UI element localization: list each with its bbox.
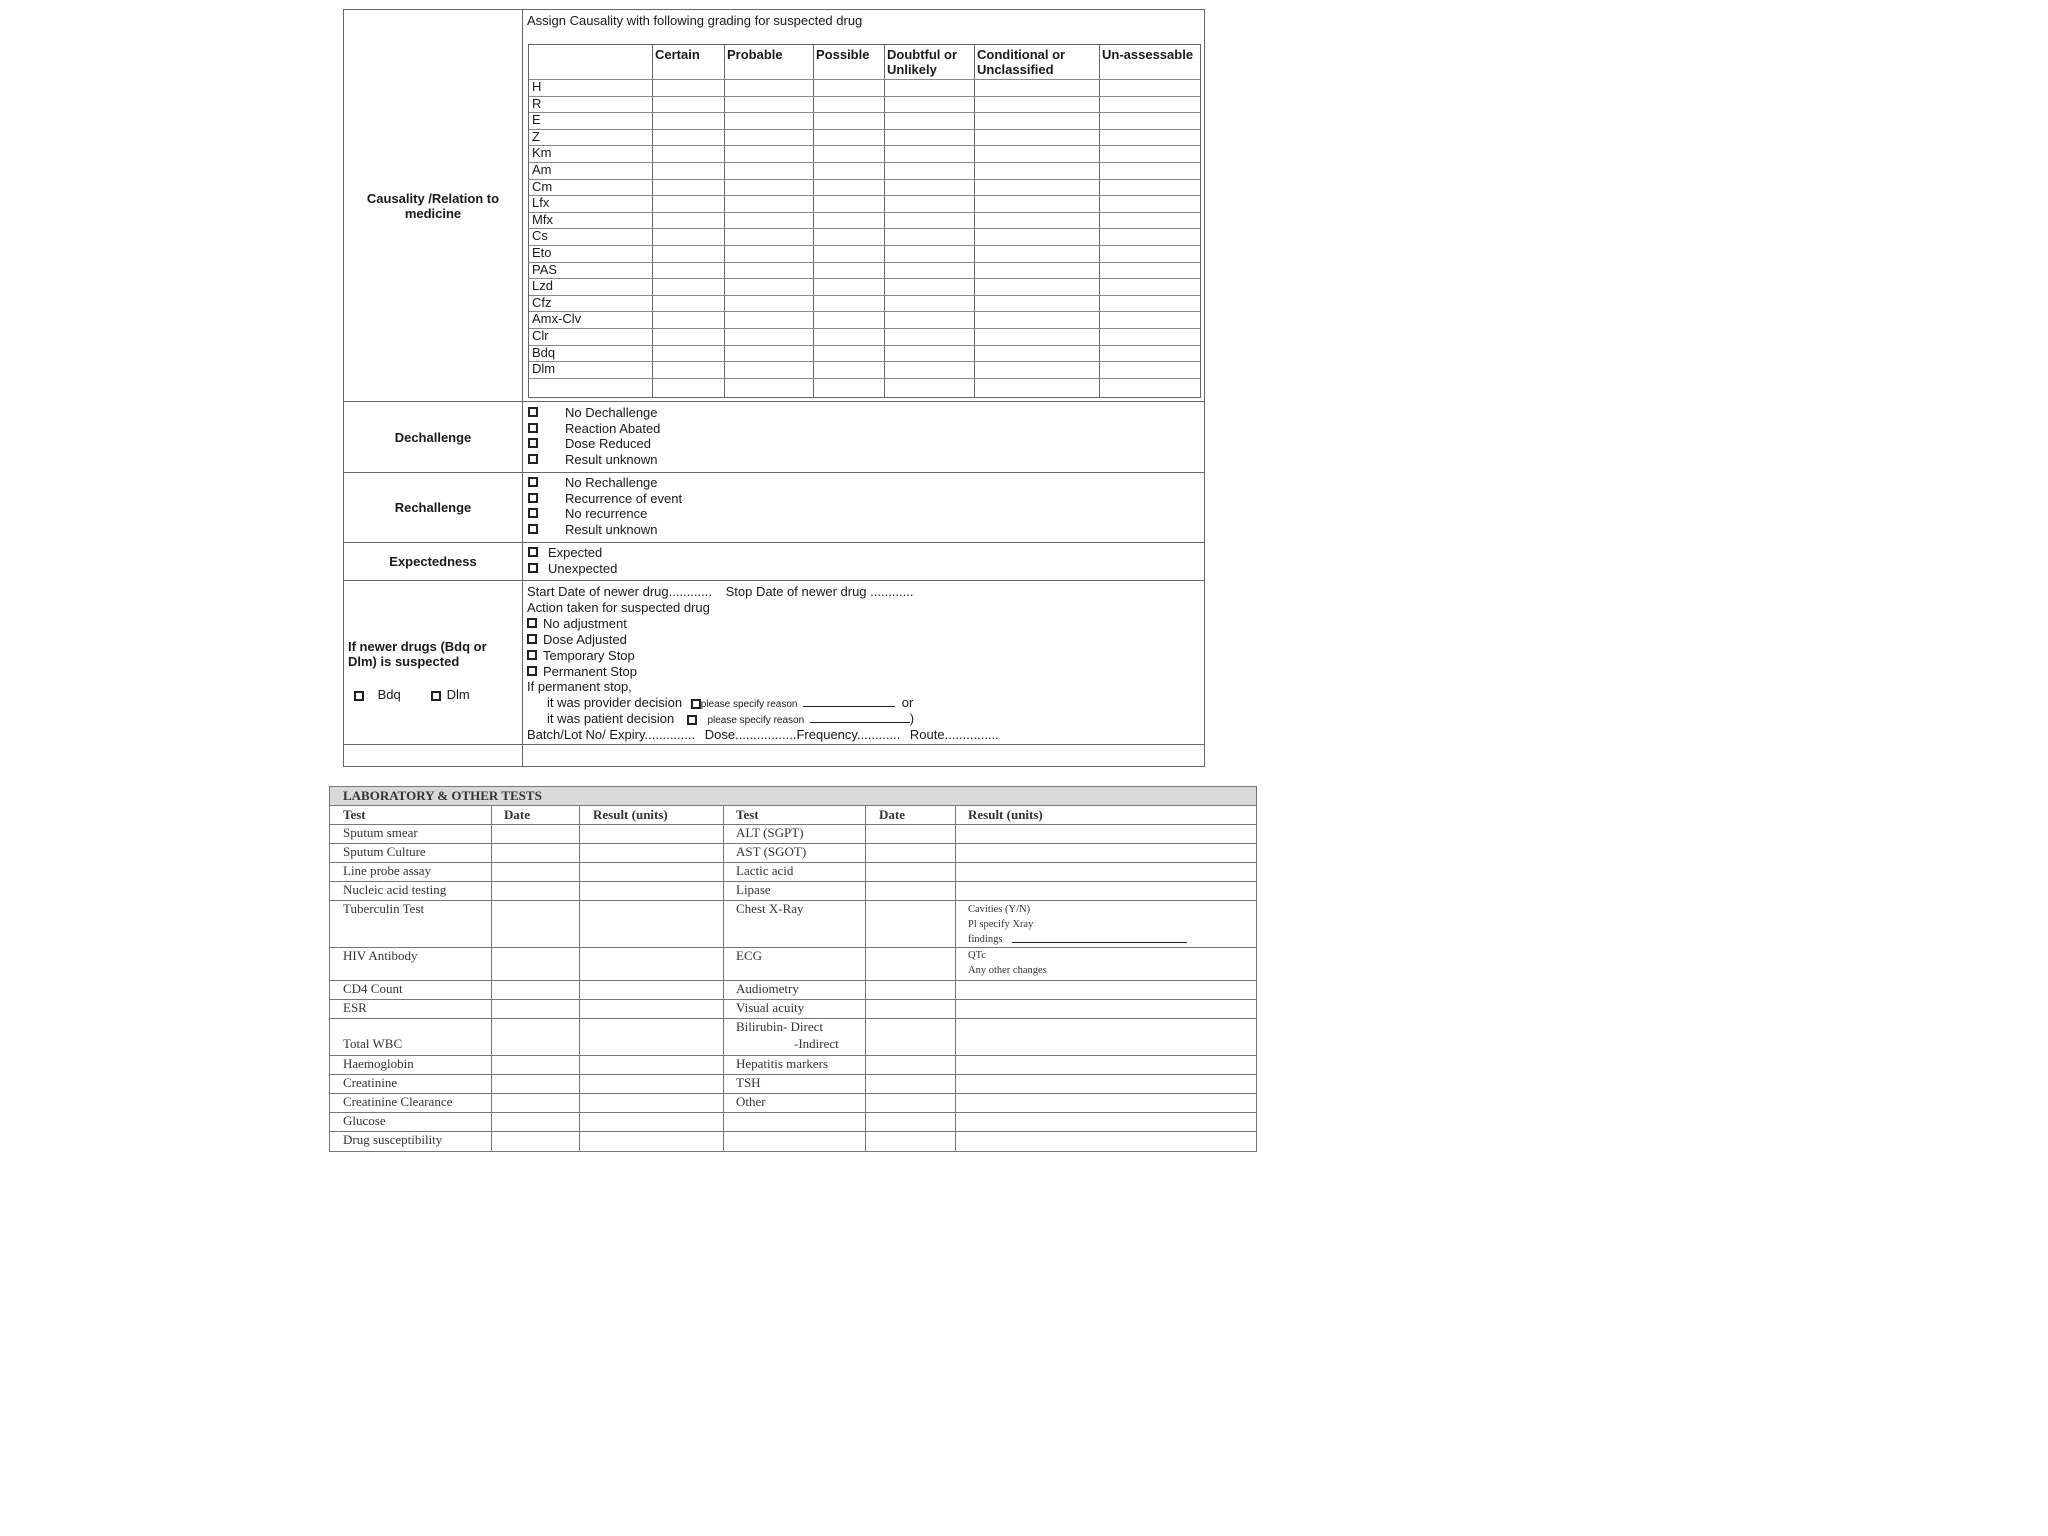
grade-cell[interactable] xyxy=(814,296,883,311)
provider-specify-label: please specify reason xyxy=(700,699,798,710)
grade-cell[interactable] xyxy=(814,113,883,128)
drug-row-label: E xyxy=(532,112,541,128)
xray-note: Cavities (Y/N) xyxy=(968,904,1031,915)
bdq-checkbox[interactable] xyxy=(354,691,364,701)
dechallenge-option-label: Result unknown xyxy=(565,451,658,467)
grade-cell[interactable] xyxy=(814,312,883,327)
grade-header-3: Doubtful or Unlikely xyxy=(887,47,958,77)
expectedness-option-label: Expected xyxy=(548,545,603,560)
grade-cell[interactable] xyxy=(725,196,812,211)
grade-header-2: Possible xyxy=(816,47,870,62)
patient-decision-checkbox[interactable] xyxy=(687,715,697,725)
drug-row-label: Dlm xyxy=(532,361,556,377)
grade-cell[interactable] xyxy=(814,229,883,244)
grade-cell[interactable] xyxy=(653,312,723,327)
grade-cell[interactable] xyxy=(1100,130,1200,145)
causality-instruction: Assign Causality with following grading for suspected drug xyxy=(527,13,863,28)
grade-cell[interactable] xyxy=(725,213,812,228)
drug-row-label: Bdq xyxy=(532,344,556,360)
lab-test-name: Lactic acid xyxy=(736,863,794,878)
lab-test-name: TSH xyxy=(736,1075,761,1090)
grade-cell[interactable] xyxy=(975,229,1098,244)
lab-test-name: Sputum smear xyxy=(343,825,418,840)
lab-test-name: AST (SGOT) xyxy=(736,844,807,859)
drug-row-label: Km xyxy=(532,145,552,161)
lab-test-name: CD4 Count xyxy=(343,981,403,996)
provider-decision-checkbox[interactable] xyxy=(691,699,701,709)
ecg-note: QTc xyxy=(968,950,986,961)
grade-cell[interactable] xyxy=(725,130,812,145)
provider-decision-line xyxy=(547,695,913,713)
lab-column-line xyxy=(491,806,492,1151)
grade-cell[interactable] xyxy=(653,146,723,161)
grade-cell[interactable] xyxy=(975,196,1098,211)
grade-cell[interactable] xyxy=(1100,362,1200,377)
drug-row-label: Z xyxy=(532,128,540,144)
lab-row-line xyxy=(330,947,1256,948)
grade-cell[interactable] xyxy=(653,346,723,361)
lab-test-name: ALT (SGPT) xyxy=(736,825,804,840)
action-checkbox[interactable] xyxy=(527,618,537,628)
dechallenge-option-label: Dose Reduced xyxy=(565,436,651,451)
grade-cell[interactable] xyxy=(814,362,883,377)
rechallenge-label: Rechallenge xyxy=(344,473,523,542)
lab-header-1: Date xyxy=(504,807,530,822)
grade-cell[interactable] xyxy=(885,362,973,377)
drug-row-label: Mfx xyxy=(532,211,553,227)
lab-header-4: Date xyxy=(879,807,905,822)
lab-header-5: Result (units) xyxy=(968,807,1043,822)
route-field[interactable]: Route............... xyxy=(909,727,999,742)
grade-cell[interactable] xyxy=(975,213,1098,228)
grade-cell[interactable] xyxy=(725,146,812,161)
lab-test-name: Drug susceptibility xyxy=(343,1132,443,1147)
grade-cell[interactable] xyxy=(1100,97,1200,112)
drug-row-label: H xyxy=(532,79,542,94)
grade-cell[interactable] xyxy=(725,80,812,95)
grade-cell[interactable] xyxy=(975,296,1098,311)
grade-cell[interactable] xyxy=(1100,246,1200,261)
drug-row-label: Amx-Clv xyxy=(532,311,582,327)
grade-cell[interactable] xyxy=(885,146,973,161)
lab-header-0: Test xyxy=(343,807,366,822)
grade-cell[interactable] xyxy=(653,113,723,128)
grade-cell[interactable] xyxy=(975,97,1098,112)
lab-test-name: Bilirubin- Direct xyxy=(736,1019,824,1034)
lab-column-line xyxy=(865,806,866,1151)
patient-decision-label: it was patient decision xyxy=(547,711,675,726)
grade-cell[interactable] xyxy=(1100,113,1200,128)
rechallenge-checkbox[interactable] xyxy=(528,508,538,518)
grade-cell[interactable] xyxy=(975,279,1098,294)
action-option-label: Dose Adjusted xyxy=(543,632,627,647)
dose-field[interactable]: Dose................. xyxy=(704,727,797,742)
grade-cell[interactable] xyxy=(725,97,812,112)
lab-test-name: Visual acuity xyxy=(736,1000,805,1015)
lab-test-name: Glucose xyxy=(343,1113,386,1128)
grade-cell[interactable] xyxy=(885,312,973,327)
start-date-field[interactable]: Start Date of newer drug............ xyxy=(527,584,712,599)
provider-reason-field[interactable] xyxy=(803,696,895,707)
action-checkbox[interactable] xyxy=(527,666,537,676)
lab-title: LABORATORY & OTHER TESTS xyxy=(330,787,1256,806)
expectedness-checkbox[interactable] xyxy=(528,547,538,557)
action-checkbox[interactable] xyxy=(527,634,537,644)
grade-cell[interactable] xyxy=(653,263,723,278)
grade-cell[interactable] xyxy=(1100,146,1200,161)
dechallenge-option-label: No Dechallenge xyxy=(565,405,658,420)
lab-test-name: Line probe assay xyxy=(343,863,432,878)
grade-cell[interactable] xyxy=(725,296,812,311)
action-option-label: Permanent Stop xyxy=(543,664,637,679)
grid-row-line xyxy=(529,378,1200,379)
grade-header-5: Un-assessable xyxy=(1102,47,1194,62)
lab-test-name: Chest X-Ray xyxy=(736,901,804,916)
lab-test-name: Creatinine xyxy=(343,1075,398,1090)
grade-cell[interactable] xyxy=(725,180,812,195)
lab-test-name: Haemoglobin xyxy=(343,1056,414,1071)
lab-test-name: Total WBC xyxy=(343,1036,403,1051)
grade-cell[interactable] xyxy=(653,213,723,228)
grade-header-4: Conditional or Unclassified xyxy=(977,47,1066,77)
grade-cell[interactable] xyxy=(653,163,723,178)
empty-label-cell xyxy=(344,745,523,766)
rechallenge-checkbox[interactable] xyxy=(528,524,538,534)
grade-cell[interactable] xyxy=(725,263,812,278)
newer-drugs-label: If newer drugs (Bdq or Dlm) is suspected xyxy=(348,639,487,669)
grade-cell[interactable] xyxy=(885,246,973,261)
grade-cell[interactable] xyxy=(975,246,1098,261)
grade-cell[interactable] xyxy=(725,246,812,261)
lab-test-name: HIV Antibody xyxy=(343,948,418,963)
grade-cell[interactable] xyxy=(725,163,812,178)
grade-cell[interactable] xyxy=(1100,163,1200,178)
dlm-option[interactable]: Dlm xyxy=(431,687,470,702)
grade-cell[interactable] xyxy=(1100,329,1200,344)
grade-cell[interactable] xyxy=(885,180,973,195)
grade-cell[interactable] xyxy=(1100,296,1200,311)
lab-column-line xyxy=(955,806,956,1151)
lab-test-name: ECG xyxy=(736,948,762,963)
expectedness-option-label: Unexpected xyxy=(548,561,618,576)
newer-drugs-details xyxy=(527,581,1204,744)
grade-cell[interactable] xyxy=(653,180,723,195)
dechallenge-checkbox[interactable] xyxy=(528,438,538,448)
grade-cell[interactable] xyxy=(885,279,973,294)
drug-row-label: Lfx xyxy=(532,195,550,211)
rechallenge-checkbox[interactable] xyxy=(528,493,538,503)
grade-cell[interactable] xyxy=(725,346,812,361)
xray-note: findings xyxy=(968,934,1003,945)
grade-cell[interactable] xyxy=(725,229,812,244)
grade-cell[interactable] xyxy=(653,296,723,311)
lab-test-name: Other xyxy=(736,1094,766,1109)
rechallenge-option-label: No Rechallenge xyxy=(565,475,658,490)
dechallenge-option-label: Reaction Abated xyxy=(565,420,661,436)
grade-cell[interactable] xyxy=(653,130,723,145)
rechallenge-option-label: Recurrence of event xyxy=(565,490,683,506)
lab-test-name: Nucleic acid testing xyxy=(343,882,447,897)
grade-cell[interactable] xyxy=(885,263,973,278)
batch-field[interactable]: Batch/Lot No/ Expiry.............. xyxy=(527,727,696,742)
grade-cell[interactable] xyxy=(885,113,973,128)
grade-cell[interactable] xyxy=(814,80,883,95)
grade-cell[interactable] xyxy=(885,80,973,95)
lab-test-name: -Indirect xyxy=(794,1036,839,1051)
grade-header-0: Certain xyxy=(655,47,700,62)
rechallenge-option-label: No recurrence xyxy=(565,506,648,521)
drug-row-label: Am xyxy=(532,162,552,177)
grade-cell[interactable] xyxy=(725,279,812,294)
adverse-event-causality-form xyxy=(343,9,1205,767)
lab-row-line xyxy=(330,881,1256,882)
frequency-field[interactable]: Frequency............ xyxy=(796,727,901,742)
or-label: or xyxy=(901,695,914,710)
rechallenge-checkbox[interactable] xyxy=(528,477,538,487)
lab-header-3: Test xyxy=(736,807,759,822)
date-line xyxy=(527,584,913,600)
grade-header-1: Probable xyxy=(727,47,783,62)
grade-cell[interactable] xyxy=(653,97,723,112)
lab-row-line xyxy=(330,1112,1256,1113)
expectedness-checkbox[interactable] xyxy=(528,563,538,573)
lab-test-name: ESR xyxy=(343,1000,367,1015)
lab-header-2: Result (units) xyxy=(593,807,668,822)
drug-row-label: Cfz xyxy=(532,294,552,310)
lab-test-name: Hepatitis markers xyxy=(736,1056,829,1071)
lab-row-line xyxy=(330,1151,1256,1152)
action-option-label: Temporary Stop xyxy=(543,648,635,663)
grade-cell[interactable] xyxy=(653,80,723,95)
grade-cell[interactable] xyxy=(885,213,973,228)
grade-cell[interactable] xyxy=(814,329,883,344)
grade-cell[interactable] xyxy=(814,146,883,161)
rechallenge-option-label: Result unknown xyxy=(565,521,658,537)
lab-column-line xyxy=(723,806,724,1151)
xray-findings-field[interactable] xyxy=(1012,932,1187,943)
ecg-note: Any other changes xyxy=(968,965,1047,976)
grade-cell[interactable] xyxy=(975,329,1098,344)
grade-cell[interactable] xyxy=(653,362,723,377)
stop-date-field[interactable]: Stop Date of newer drug ............ xyxy=(725,584,914,599)
lab-row-line xyxy=(330,1074,1256,1075)
dechallenge-label: Dechallenge xyxy=(344,402,523,472)
grade-cell[interactable] xyxy=(975,163,1098,178)
drug-row-label: Lzd xyxy=(532,278,553,294)
grade-cell[interactable] xyxy=(814,279,883,294)
grade-cell[interactable] xyxy=(725,312,812,327)
dechallenge-checkbox[interactable] xyxy=(528,454,538,464)
grade-cell[interactable] xyxy=(1100,80,1200,95)
dechallenge-checkbox[interactable] xyxy=(528,407,538,417)
grade-cell[interactable] xyxy=(1100,263,1200,278)
action-option-label: No adjustment xyxy=(543,616,627,631)
grade-cell[interactable] xyxy=(653,279,723,294)
grade-cell[interactable] xyxy=(814,263,883,278)
drug-row-label: Cm xyxy=(532,178,553,194)
grade-cell[interactable] xyxy=(814,163,883,178)
lab-test-name: Creatinine Clearance xyxy=(343,1094,453,1109)
patient-specify-label: please specify reason xyxy=(707,715,805,726)
grade-cell[interactable] xyxy=(1100,312,1200,327)
grade-cell[interactable] xyxy=(814,97,883,112)
grade-cell[interactable] xyxy=(885,97,973,112)
causality-grid xyxy=(528,44,1201,398)
grade-cell[interactable] xyxy=(814,180,883,195)
xray-note: Pl specify Xray xyxy=(968,919,1034,930)
patient-reason-field[interactable] xyxy=(810,712,910,723)
action-taken-heading: Action taken for suspected drug xyxy=(527,600,710,615)
grade-cell[interactable] xyxy=(975,113,1098,128)
action-checkbox[interactable] xyxy=(527,650,537,660)
grade-cell[interactable] xyxy=(885,229,973,244)
grade-cell[interactable] xyxy=(975,346,1098,361)
lab-row-line xyxy=(330,1131,1256,1132)
lab-column-line xyxy=(579,806,580,1151)
grade-cell[interactable] xyxy=(814,246,883,261)
dlm-checkbox[interactable] xyxy=(431,691,441,701)
grade-cell[interactable] xyxy=(975,180,1098,195)
grade-cell[interactable] xyxy=(1100,229,1200,244)
grade-cell[interactable] xyxy=(725,362,812,377)
grade-cell[interactable] xyxy=(975,312,1098,327)
grade-cell[interactable] xyxy=(653,246,723,261)
drug-row-label: Cs xyxy=(532,228,548,244)
grade-cell[interactable] xyxy=(975,130,1098,145)
newer-drugs-label-cell xyxy=(344,581,523,744)
grade-cell[interactable] xyxy=(975,146,1098,161)
grade-cell[interactable] xyxy=(1100,180,1200,195)
grade-cell[interactable] xyxy=(653,329,723,344)
provider-decision-label: it was provider decision xyxy=(547,695,683,710)
grade-cell[interactable] xyxy=(885,346,973,361)
grade-cell[interactable] xyxy=(885,329,973,344)
bdq-option[interactable]: Bdq xyxy=(354,687,401,702)
lab-test-name: Tuberculin Test xyxy=(343,901,425,916)
patient-decision-line xyxy=(547,711,914,729)
lab-test-name: Lipase xyxy=(736,882,771,897)
grade-cell[interactable] xyxy=(1100,213,1200,228)
grade-cell[interactable] xyxy=(1100,279,1200,294)
grade-cell[interactable] xyxy=(814,130,883,145)
batch-dose-line xyxy=(527,727,999,743)
grade-cell[interactable] xyxy=(975,80,1098,95)
grade-cell[interactable] xyxy=(885,130,973,145)
grade-cell[interactable] xyxy=(814,213,883,228)
grade-cell[interactable] xyxy=(725,329,812,344)
grade-cell[interactable] xyxy=(653,229,723,244)
expectedness-label: Expectedness xyxy=(344,543,523,580)
drug-row-label: Clr xyxy=(532,328,549,343)
laboratory-tests-table xyxy=(329,786,1257,1152)
drug-row-label: R xyxy=(532,95,542,111)
grade-cell[interactable] xyxy=(885,163,973,178)
grade-cell[interactable] xyxy=(725,113,812,128)
grade-cell[interactable] xyxy=(814,196,883,211)
lab-row-line xyxy=(330,1093,1256,1094)
grade-cell[interactable] xyxy=(1100,346,1200,361)
drug-row-label: PAS xyxy=(532,261,558,277)
drug-row-label: Eto xyxy=(532,245,552,260)
grade-cell[interactable] xyxy=(814,346,883,361)
lab-test-name: Sputum Culture xyxy=(343,844,426,859)
lab-test-name: Audiometry xyxy=(736,981,799,996)
grade-cell[interactable] xyxy=(653,196,723,211)
close-paren: ) xyxy=(909,711,915,726)
if-permanent-label: If permanent stop, xyxy=(527,679,632,694)
causality-label: Causality /Relation to medicine xyxy=(344,10,523,401)
grade-cell[interactable] xyxy=(975,263,1098,278)
grade-cell[interactable] xyxy=(885,296,973,311)
dechallenge-checkbox[interactable] xyxy=(528,423,538,433)
grade-cell[interactable] xyxy=(1100,196,1200,211)
grade-cell[interactable] xyxy=(885,196,973,211)
grade-cell[interactable] xyxy=(975,362,1098,377)
